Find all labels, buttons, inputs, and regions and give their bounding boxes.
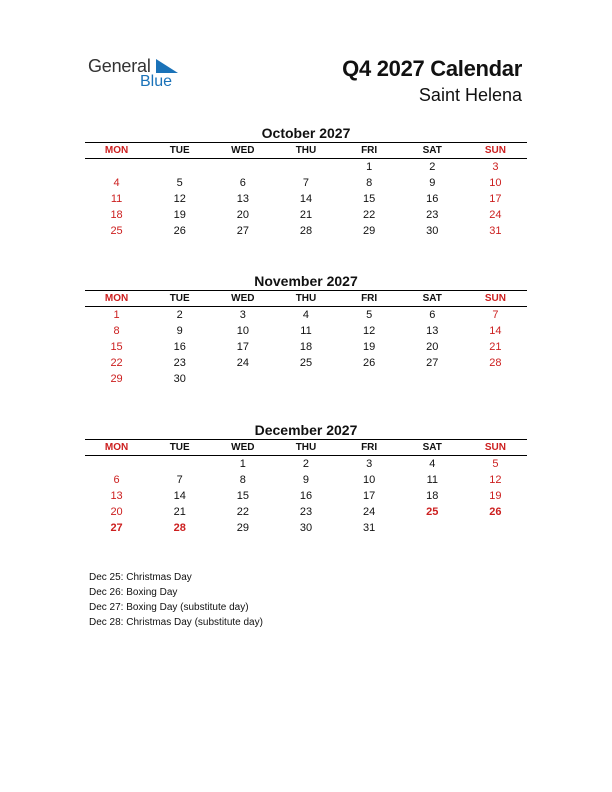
weekday-header <box>85 439 527 456</box>
weekday-label: WED <box>231 442 255 453</box>
day-cell: 20 <box>426 341 439 353</box>
logo-text-blue: Blue <box>140 73 173 90</box>
weekday-header <box>85 290 527 307</box>
day-cell: 4 <box>302 309 310 321</box>
weekday-label: FRI <box>361 145 378 156</box>
day-cell: 11 <box>110 193 123 205</box>
month-title: October 2027 <box>261 125 351 141</box>
day-cell: 29 <box>110 373 123 385</box>
day-cell: 26 <box>173 225 186 237</box>
day-cell: 3 <box>239 309 246 321</box>
empty-cell <box>274 159 337 175</box>
day-cell: 20 <box>236 209 249 221</box>
day-cell: 7 <box>176 474 183 486</box>
day-cell: 27 <box>426 357 439 369</box>
weekday-label: WED <box>231 145 255 156</box>
day-cell: 14 <box>489 325 502 337</box>
weekday-label: TUE <box>169 145 190 156</box>
day-cell: 3 <box>366 458 373 470</box>
day-cell: 14 <box>299 193 313 205</box>
day-cell: 9 <box>302 474 310 486</box>
day-cell: 23 <box>426 209 439 221</box>
day-cell: 2 <box>429 161 436 173</box>
day-cell: 25 <box>110 225 123 237</box>
day-cell: 15 <box>363 193 376 205</box>
month-december <box>85 421 527 536</box>
day-cell: 26 <box>489 506 502 518</box>
day-cell: 7 <box>492 309 499 321</box>
weekday-label: MON <box>104 293 129 304</box>
weekday-label: WED <box>231 293 255 304</box>
day-cell: 8 <box>239 474 246 486</box>
day-cell: 8 <box>113 325 120 337</box>
day-cell: 10 <box>489 177 502 189</box>
weekday-label: MON <box>104 145 129 156</box>
day-cell: 30 <box>173 373 186 385</box>
day-cell: 24 <box>236 357 249 369</box>
day-cell: 7 <box>302 177 310 189</box>
weekday-label: SAT <box>422 293 442 304</box>
weekday-label: THU <box>295 293 317 304</box>
weekday-label: SUN <box>484 442 506 453</box>
weekday-label: THU <box>295 442 317 453</box>
day-cell: 27 <box>110 522 123 534</box>
holiday-note: Dec 27: Boxing Day (substitute day) <box>89 602 249 613</box>
day-cell: 22 <box>236 506 249 518</box>
empty-cell <box>148 159 211 175</box>
day-cell: 29 <box>236 522 249 534</box>
empty-cell <box>211 159 274 175</box>
day-cell: 18 <box>426 490 439 502</box>
month-november <box>85 272 527 387</box>
day-cell: 3 <box>492 161 499 173</box>
month-title: December 2027 <box>254 422 358 438</box>
day-cell: 12 <box>489 474 502 486</box>
page-title: Q4 2027 Calendar <box>342 56 522 81</box>
day-cell: 9 <box>429 177 436 189</box>
day-cell: 23 <box>299 506 313 518</box>
day-cell: 1 <box>366 161 373 173</box>
weekday-label: TUE <box>169 293 190 304</box>
weekday-label: FRI <box>361 293 378 304</box>
day-cell: 22 <box>110 357 123 369</box>
day-cell: 16 <box>299 490 313 502</box>
day-grid <box>85 307 527 387</box>
day-cell: 30 <box>299 522 313 534</box>
day-cell: 23 <box>173 357 186 369</box>
empty-cell <box>85 159 148 175</box>
day-cell: 10 <box>236 325 249 337</box>
day-cell: 13 <box>110 490 123 502</box>
day-cell: 30 <box>426 225 439 237</box>
day-cell: 27 <box>236 225 249 237</box>
day-cell: 25 <box>426 506 439 518</box>
month-october <box>85 124 527 239</box>
day-cell: 10 <box>363 474 376 486</box>
day-cell: 31 <box>489 225 502 237</box>
day-cell: 28 <box>173 522 186 534</box>
day-grid <box>85 159 527 239</box>
day-cell: 5 <box>492 458 499 470</box>
day-cell: 4 <box>429 458 436 470</box>
day-grid <box>85 456 527 536</box>
day-cell: 21 <box>489 341 502 353</box>
logo-text-general: General <box>88 56 151 76</box>
weekday-header <box>85 142 527 159</box>
day-cell: 11 <box>426 474 438 486</box>
day-cell: 13 <box>426 325 439 337</box>
day-cell: 19 <box>173 209 186 221</box>
day-cell: 18 <box>299 341 313 353</box>
holiday-note: Dec 28: Christmas Day (substitute day) <box>89 617 263 628</box>
holiday-note: Dec 25: Christmas Day <box>89 572 192 583</box>
day-cell: 21 <box>299 209 313 221</box>
weekday-label: FRI <box>361 442 378 453</box>
day-cell: 22 <box>363 209 376 221</box>
holiday-note: Dec 26: Boxing Day <box>89 587 178 598</box>
day-cell: 5 <box>176 177 183 189</box>
empty-cell <box>85 456 148 472</box>
day-cell: 5 <box>366 309 373 321</box>
day-cell: 4 <box>113 177 120 189</box>
day-cell: 24 <box>489 209 502 221</box>
page-subtitle: Saint Helena <box>418 85 522 105</box>
weekday-label: TUE <box>169 442 190 453</box>
day-cell: 26 <box>363 357 376 369</box>
day-cell: 6 <box>239 177 246 189</box>
weekday-label: THU <box>295 145 317 156</box>
day-cell: 20 <box>110 506 123 518</box>
day-cell: 17 <box>363 490 376 502</box>
weekday-label: SUN <box>484 145 506 156</box>
day-cell: 12 <box>363 325 376 337</box>
day-cell: 2 <box>176 309 183 321</box>
day-cell: 11 <box>300 325 312 337</box>
day-cell: 24 <box>363 506 376 518</box>
day-cell: 25 <box>299 357 313 369</box>
day-cell: 8 <box>366 177 373 189</box>
logo <box>88 54 188 94</box>
day-cell: 9 <box>176 325 183 337</box>
day-cell: 19 <box>363 341 376 353</box>
day-cell: 18 <box>110 209 123 221</box>
month-title: November 2027 <box>254 273 358 289</box>
day-cell: 28 <box>299 225 313 237</box>
weekday-label: SAT <box>422 442 442 453</box>
day-cell: 6 <box>113 474 120 486</box>
day-cell: 2 <box>302 458 310 470</box>
day-cell: 31 <box>363 522 376 534</box>
day-cell: 6 <box>429 309 436 321</box>
day-cell: 12 <box>173 193 186 205</box>
day-cell: 17 <box>489 193 502 205</box>
day-cell: 16 <box>173 341 186 353</box>
day-cell: 17 <box>236 341 249 353</box>
day-cell: 1 <box>113 309 120 321</box>
weekday-label: SUN <box>484 293 506 304</box>
day-cell: 28 <box>489 357 502 369</box>
weekday-label: MON <box>104 442 129 453</box>
day-cell: 13 <box>236 193 249 205</box>
day-cell: 16 <box>426 193 439 205</box>
day-cell: 29 <box>363 225 376 237</box>
holiday-notes <box>89 570 263 630</box>
empty-cell <box>148 456 211 472</box>
logo-triangle-icon <box>156 59 178 73</box>
day-cell: 21 <box>173 506 186 518</box>
day-cell: 1 <box>239 458 246 470</box>
day-cell: 19 <box>489 490 502 502</box>
day-cell: 14 <box>173 490 186 502</box>
day-cell: 15 <box>110 341 123 353</box>
day-cell: 15 <box>236 490 249 502</box>
weekday-label: SAT <box>422 145 442 156</box>
